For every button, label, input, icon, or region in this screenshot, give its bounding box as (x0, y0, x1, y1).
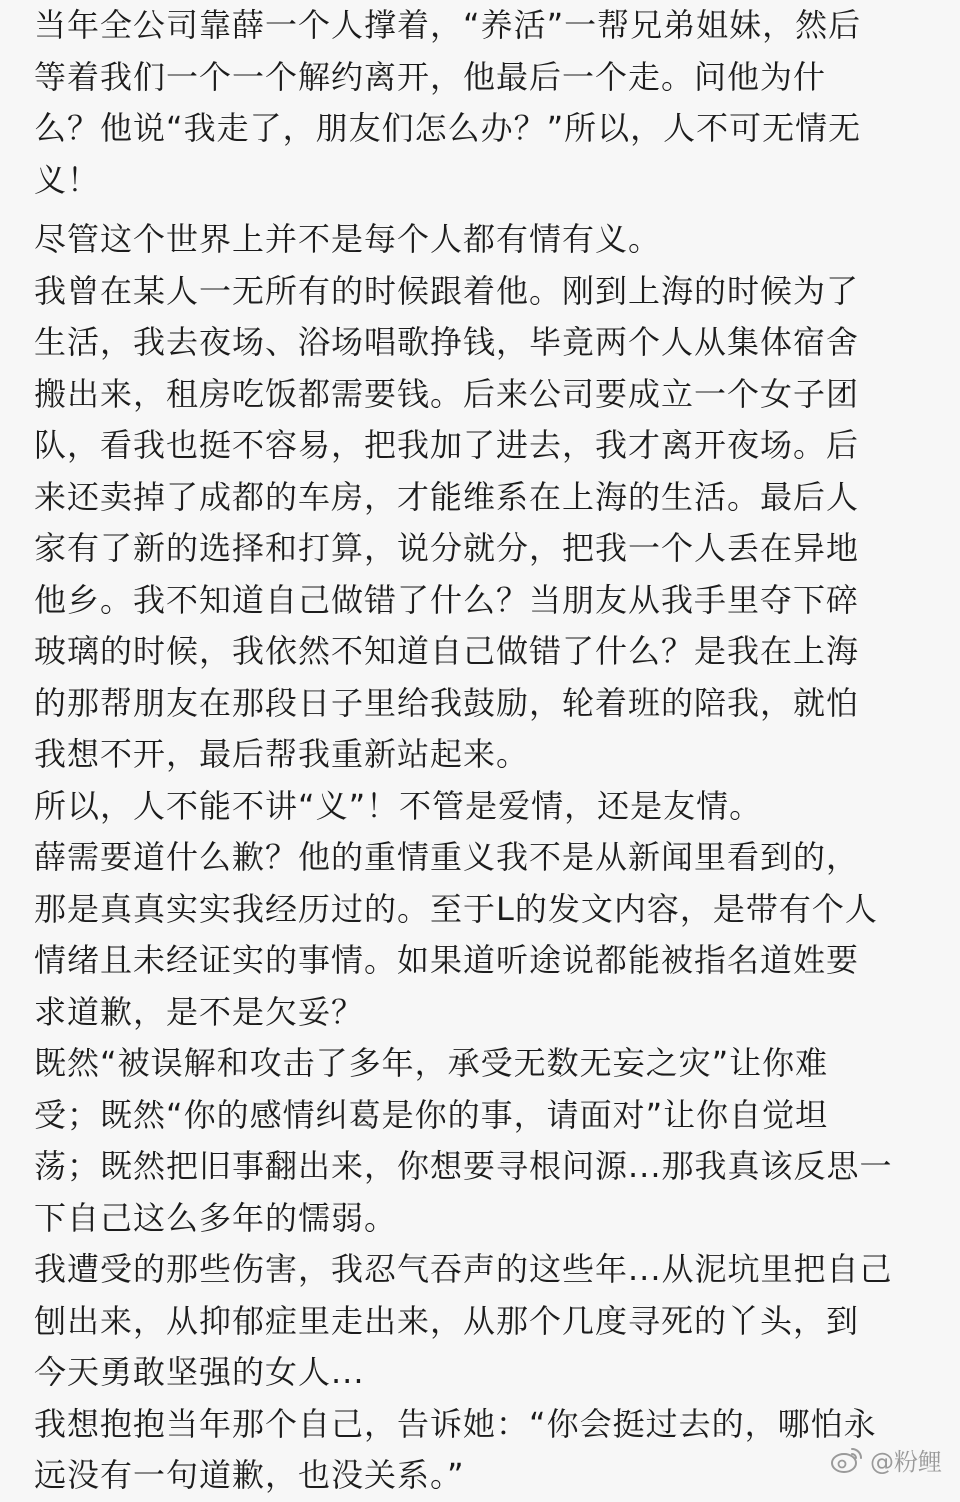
paragraph: 薛需要道什么歉？他的重情重义我不是从新闻里看到的， 那是真真实实我经历过的。至于L的发文内容，是带有个人 情绪且未经证实的事情。如果道听途说都能被指名道姓要 求道歉，是不是欠妥？ (34, 838, 878, 1031)
paragraph: 我遭受的那些伤害，我忍气吞声的这些年...从泥坑里把自己 刨出来，从抑郁症里走出来，从那个几度寻死的丫头，到 今天勇敢坚强的女人... (34, 1250, 893, 1391)
paragraph: 尽管这个世界上并不是每个人都有情有义。 (34, 220, 662, 258)
paragraph: 我曾在某人一无所有的时候跟着他。刚到上海的时候为了 生活，我去夜场、浴场唱歌挣钱，毕竟两个人从集体宿舍 搬出来，租房吃饭都需要钱。后来公司要成立一个女子团 队，看我也挺不容易，把我加了进去，我才离开夜场。后 来还卖掉了成都的车房，才能维系在上海的生活。最后人 家有了新的选择和打算，说分就分，把我一个人丢在异地 他乡。我不知道自己做错了什么？当朋友从我手里夺下碎 玻璃的时候，我依然不知道自己做错了什么？是我在上海 的那帮朋友在那段日子里给我鼓励，轮着班的陪我，就怕 我想不开，最后帮我重新站起来。 (34, 271, 860, 773)
paragraph: 我想抱抱当年那个自己，告诉她：“你会挺过去的，哪怕永 远没有一句道歉，也没关系。” (34, 1404, 877, 1494)
paragraph: 当年全公司靠薛一个人撑着，“养活”一帮兄弟姐妹，然后 等着我们一个一个解约离开，他最后一个走。问他为什 么？他说“我走了，朋友们怎么办？”所以，人不可无情无 义！ (34, 6, 862, 199)
watermark-handle: @粉鲤 (870, 1448, 942, 1476)
post-body (34, 0, 934, 1502)
weibo-icon (830, 1446, 864, 1474)
paragraph: 既然“被误解和攻击了多年，承受无数无妄之灾”让你难 受；既然“你的感情纠葛是你的事，请面对”让你自觉坦 荡；既然把旧事翻出来，你想要寻根问源...那我真该反思一 下自己这么多年的懦弱。 (34, 1044, 893, 1237)
watermark (830, 1442, 942, 1477)
paragraph: 所以，人不能不讲“义”！不管是爱情，还是友情。 (34, 786, 763, 825)
